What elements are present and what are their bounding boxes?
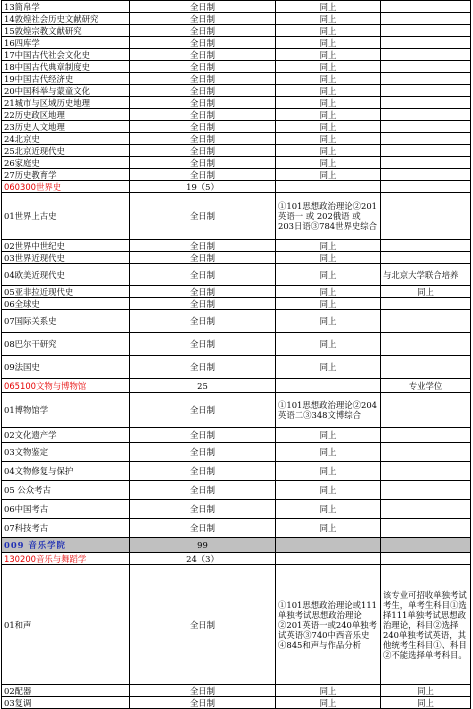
direction-row xyxy=(2,157,471,169)
major-row xyxy=(2,379,471,393)
remark xyxy=(381,157,471,169)
direction-row xyxy=(2,500,471,519)
direction-name: 18中国古代典章制度史 xyxy=(2,61,130,73)
school-row xyxy=(2,538,471,553)
enrollment-count: 24（3） xyxy=(130,553,276,565)
study-mode: 全日制 xyxy=(130,443,276,462)
exam-subjects: 同上 xyxy=(276,109,381,121)
direction-row xyxy=(2,109,471,121)
remark xyxy=(381,393,471,428)
remark: 与北京大学联合培养 xyxy=(381,264,471,286)
direction-row xyxy=(2,428,471,443)
direction-name: 22历史政区地理 xyxy=(2,109,130,121)
direction-name: 01和声 xyxy=(2,565,130,685)
direction-row xyxy=(2,73,471,85)
enrollment-count: 99 xyxy=(130,538,276,553)
exam-subjects: 同上 xyxy=(276,37,381,49)
remark xyxy=(381,1,471,13)
major-name: 065100文物与博物馆 xyxy=(2,379,130,393)
direction-name: 24北京史 xyxy=(2,133,130,145)
study-mode: 全日制 xyxy=(130,133,276,145)
exam-subjects: 同上 xyxy=(276,685,381,697)
study-mode: 全日制 xyxy=(130,25,276,37)
direction-name: 06中国考古 xyxy=(2,500,130,519)
remark xyxy=(381,169,471,181)
admissions-table xyxy=(1,0,471,709)
study-mode: 全日制 xyxy=(130,61,276,73)
exam-subjects: 同上 xyxy=(276,697,381,709)
exam-subjects: 同上 xyxy=(276,61,381,73)
direction-row xyxy=(2,252,471,264)
direction-name: 16四库学 xyxy=(2,37,130,49)
remark xyxy=(381,193,471,240)
direction-name: 02配器 xyxy=(2,685,130,697)
study-mode: 全日制 xyxy=(130,73,276,85)
exam-subjects: 同上 xyxy=(276,240,381,252)
exam-subjects: 同上 xyxy=(276,462,381,481)
exam-subjects: 同上 xyxy=(276,310,381,333)
direction-row xyxy=(2,133,471,145)
exam-subjects: 同上 xyxy=(276,169,381,181)
enrollment-count: 25 xyxy=(130,379,276,393)
direction-name: 05亚非拉近现代史 xyxy=(2,286,130,298)
remark xyxy=(381,109,471,121)
study-mode: 全日制 xyxy=(130,428,276,443)
exam-subjects: 同上 xyxy=(276,49,381,61)
study-mode: 全日制 xyxy=(130,685,276,697)
study-mode: 全日制 xyxy=(130,157,276,169)
direction-row xyxy=(2,13,471,25)
exam-subjects: 同上 xyxy=(276,443,381,462)
study-mode: 全日制 xyxy=(130,356,276,379)
major-name: 060300世界史 xyxy=(2,181,130,193)
study-mode: 全日制 xyxy=(130,393,276,428)
remark xyxy=(381,121,471,133)
study-mode: 全日制 xyxy=(130,13,276,25)
study-mode: 全日制 xyxy=(130,500,276,519)
study-mode: 全日制 xyxy=(130,37,276,49)
study-mode: 全日制 xyxy=(130,121,276,133)
remark: 同上 xyxy=(381,286,471,298)
study-mode: 全日制 xyxy=(130,286,276,298)
direction-name: 17中国古代社会文化史 xyxy=(2,49,130,61)
school-name: 009 音乐学院 xyxy=(2,538,130,553)
exam-subjects: 同上 xyxy=(276,121,381,133)
exam-subjects: ①101思想政治理论②201英语一 或 202俄语 或 203日语③784世界史综合 xyxy=(276,193,381,240)
direction-name: 20中国科举与蒙童文化 xyxy=(2,85,130,97)
direction-row xyxy=(2,240,471,252)
remark: 专业学位 xyxy=(381,379,471,393)
direction-name: 03复调 xyxy=(2,697,130,709)
direction-name: 23历史人文地理 xyxy=(2,121,130,133)
study-mode: 全日制 xyxy=(130,169,276,181)
direction-row xyxy=(2,393,471,428)
direction-row xyxy=(2,85,471,97)
exam-subjects: 同上 xyxy=(276,264,381,286)
empty-cell xyxy=(276,181,381,193)
study-mode: 全日制 xyxy=(130,193,276,240)
remark: 同上 xyxy=(381,697,471,709)
direction-row xyxy=(2,298,471,310)
remark: 同上 xyxy=(381,685,471,697)
empty-cell xyxy=(276,538,381,553)
remark xyxy=(381,500,471,519)
major-row xyxy=(2,553,471,565)
direction-row xyxy=(2,121,471,133)
direction-name: 04欧美近现代史 xyxy=(2,264,130,286)
direction-name: 04文物修复与保护 xyxy=(2,462,130,481)
remark xyxy=(381,145,471,157)
exam-subjects: 同上 xyxy=(276,500,381,519)
study-mode: 全日制 xyxy=(130,519,276,538)
direction-row xyxy=(2,25,471,37)
direction-row xyxy=(2,685,471,697)
direction-name: 08巴尔干研究 xyxy=(2,333,130,356)
study-mode: 全日制 xyxy=(130,333,276,356)
exam-subjects: 同上 xyxy=(276,333,381,356)
direction-name: 07国际关系史 xyxy=(2,310,130,333)
remark xyxy=(381,49,471,61)
exam-subjects: 同上 xyxy=(276,519,381,538)
remark xyxy=(381,298,471,310)
direction-name: 02文化遗产学 xyxy=(2,428,130,443)
exam-subjects: ①101思想政治理论或111单独考试思想政治理论②201英语一或240单独考试英语③740中西音乐史④845和声与作品分析 xyxy=(276,565,381,685)
remark xyxy=(381,519,471,538)
direction-name: 19中国古代经济史 xyxy=(2,73,130,85)
remark xyxy=(381,443,471,462)
exam-subjects: 同上 xyxy=(276,1,381,13)
study-mode: 全日制 xyxy=(130,264,276,286)
exam-subjects: 同上 xyxy=(276,25,381,37)
major-name: 130200音乐与舞蹈学 xyxy=(2,553,130,565)
direction-row xyxy=(2,310,471,333)
exam-subjects: 同上 xyxy=(276,85,381,97)
exam-subjects: 同上 xyxy=(276,73,381,85)
remark xyxy=(381,310,471,333)
study-mode: 全日制 xyxy=(130,109,276,121)
direction-row xyxy=(2,169,471,181)
exam-subjects: 同上 xyxy=(276,286,381,298)
exam-subjects: 同上 xyxy=(276,356,381,379)
remark xyxy=(381,181,471,193)
remark xyxy=(381,333,471,356)
remark xyxy=(381,462,471,481)
direction-name: 05 公众考古 xyxy=(2,481,130,500)
exam-subjects: 同上 xyxy=(276,428,381,443)
study-mode: 全日制 xyxy=(130,97,276,109)
direction-row xyxy=(2,1,471,13)
remark xyxy=(381,133,471,145)
direction-row xyxy=(2,356,471,379)
exam-subjects: 同上 xyxy=(276,157,381,169)
direction-name: 02世界中世纪史 xyxy=(2,240,130,252)
direction-row xyxy=(2,443,471,462)
study-mode: 全日制 xyxy=(130,49,276,61)
remark xyxy=(381,553,471,565)
direction-row xyxy=(2,145,471,157)
study-mode: 全日制 xyxy=(130,481,276,500)
direction-name: 07科技考古 xyxy=(2,519,130,538)
exam-subjects: 同上 xyxy=(276,481,381,500)
remark xyxy=(381,25,471,37)
direction-row xyxy=(2,462,471,481)
remark xyxy=(381,37,471,49)
direction-name: 13简帛学 xyxy=(2,1,130,13)
exam-subjects: 同上 xyxy=(276,298,381,310)
direction-name: 03文物鉴定 xyxy=(2,443,130,462)
enrollment-count: 19（5） xyxy=(130,181,276,193)
direction-row xyxy=(2,193,471,240)
study-mode: 全日制 xyxy=(130,310,276,333)
direction-name: 21城市与区域历史地理 xyxy=(2,97,130,109)
direction-row xyxy=(2,49,471,61)
study-mode: 全日制 xyxy=(130,252,276,264)
remark xyxy=(381,481,471,500)
exam-subjects: 同上 xyxy=(276,145,381,157)
study-mode: 全日制 xyxy=(130,145,276,157)
remark xyxy=(381,97,471,109)
study-mode: 全日制 xyxy=(130,85,276,97)
exam-subjects: 同上 xyxy=(276,252,381,264)
remark xyxy=(381,252,471,264)
study-mode: 全日制 xyxy=(130,240,276,252)
direction-row xyxy=(2,565,471,685)
direction-row xyxy=(2,481,471,500)
remark: 该专业可招收单独考试考生，单考生科目①选择111单独考试思想政治理论，科目②选择240单独考试英语，其他统考生科目①、科目②不能选择单考科目。 xyxy=(381,565,471,685)
remark xyxy=(381,85,471,97)
study-mode: 全日制 xyxy=(130,565,276,685)
direction-name: 26家庭史 xyxy=(2,157,130,169)
remark xyxy=(381,73,471,85)
remark xyxy=(381,356,471,379)
study-mode: 全日制 xyxy=(130,697,276,709)
direction-row xyxy=(2,264,471,286)
direction-name: 03世界近现代史 xyxy=(2,252,130,264)
direction-row xyxy=(2,697,471,709)
study-mode: 全日制 xyxy=(130,298,276,310)
direction-name: 06全球史 xyxy=(2,298,130,310)
exam-subjects: 同上 xyxy=(276,133,381,145)
remark xyxy=(381,428,471,443)
empty-cell xyxy=(381,538,471,553)
study-mode: 全日制 xyxy=(130,1,276,13)
direction-row xyxy=(2,286,471,298)
direction-name: 25北京近现代史 xyxy=(2,145,130,157)
exam-subjects: 同上 xyxy=(276,13,381,25)
remark xyxy=(381,240,471,252)
exam-subjects: ①101思想政治理论②204英语二③348文博综合 xyxy=(276,393,381,428)
direction-name: 27历史教育学 xyxy=(2,169,130,181)
study-mode: 全日制 xyxy=(130,462,276,481)
direction-row xyxy=(2,333,471,356)
exam-subjects: 同上 xyxy=(276,97,381,109)
direction-row xyxy=(2,37,471,49)
major-row xyxy=(2,181,471,193)
direction-name: 09法国史 xyxy=(2,356,130,379)
direction-name: 01博物馆学 xyxy=(2,393,130,428)
remark xyxy=(381,13,471,25)
remark xyxy=(381,61,471,73)
direction-name: 15敦煌宗教文献研究 xyxy=(2,25,130,37)
direction-row xyxy=(2,61,471,73)
table-body xyxy=(2,1,471,709)
empty-cell xyxy=(276,553,381,565)
direction-name: 14敦煌社会历史文献研究 xyxy=(2,13,130,25)
empty-cell xyxy=(276,379,381,393)
direction-row xyxy=(2,519,471,538)
direction-name: 01世界上古史 xyxy=(2,193,130,240)
direction-row xyxy=(2,97,471,109)
